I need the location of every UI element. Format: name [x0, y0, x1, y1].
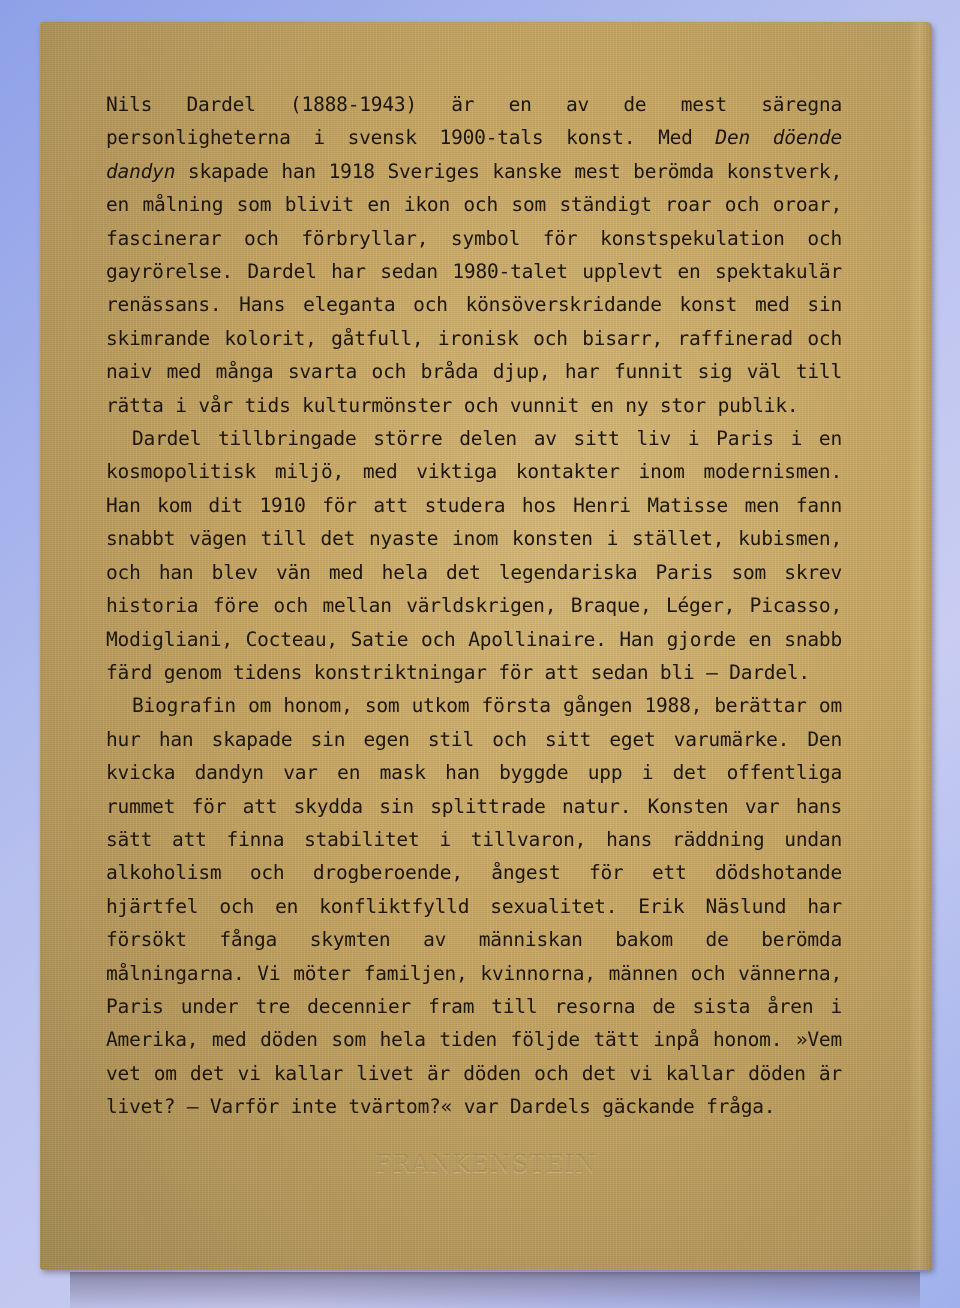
blurb-paragraph-2: Dardel tillbringade större delen av sitt liv i Paris i en kosmopolitisk miljö, med viktiga kontakter inom modernismen. Han kom dit 1910 för att studera hos Henri Matisse men fann snabbt vägen till det nyaste inom konsten i stället, kubismen, och han blev vän med hela det legendariska Paris som skrev historia före och mellan världskrigen, Braque, Léger, Picasso, Modigliani, Cocteau, Satie och Apollinaire. Han gjorde en snabb färd genom tidens konstriktningar för att sedan bli – Dardel. — [106, 427, 842, 684]
blurb-paragraph-1 — [106, 88, 842, 422]
artwork-title: Den döende dandyn — [106, 126, 842, 183]
publisher-emboss-logo: FRANKENSTEIN — [375, 1150, 597, 1178]
paragraph-text: skapade han 1918 Sveriges kanske mest berömda konstverk, en målning som blivit en ikon och som ständigt roar och oroar, fascinerar och förbryllar, symbol för konstspekulation och gayrörelse. Dardel har sedan 1980-talet upplevt en spektakulär renässans. Hans eleganta och könsöverskridande konst med sin skimrande kolorit, gåtfull, ironisk och bisarr, raffinerad och naiv med många svarta och bråda djup, har funnit sig väl till rätta i vår tids kulturmönster och vunnit en ny stor publik. — [106, 159, 842, 417]
paragraph-text: Nils Dardel (1888-1943) är en av de mest säregna personligheterna i svensk 1900-tals konst. Med — [106, 93, 842, 150]
book-back-cover — [40, 22, 932, 1270]
blurb-text — [106, 88, 842, 1124]
book-shadow — [70, 1272, 920, 1308]
blurb-paragraph-3: Biografin om honom, som utkom första gången 1988, berättar om hur han skapade sin egen stil och sitt eget varumärke. Den kvicka dandyn var en mask han byggde upp i det offentliga rummet för att skydda sin splittrade natur. Konsten var hans sätt att finna stabilitet i tillvaron, hans räddning undan alkoholism och drogberoende, ångest för ett dödshotande hjärtfel och en konfliktfylld sexualitet. Erik Näslund har försökt fånga skymten av människan bakom de berömda målningarna. Vi möter familjen, kvinnorna, männen och vännerna, Paris under tre decennier fram till resorna de sista åren i Amerika, med döden som hela tiden följde tätt inpå honom. »Vem vet om det vi kallar livet är döden och det vi kallar döden är livet? – Varför inte tvärtom?« var Dardels gäckande fråga. — [106, 694, 842, 1119]
